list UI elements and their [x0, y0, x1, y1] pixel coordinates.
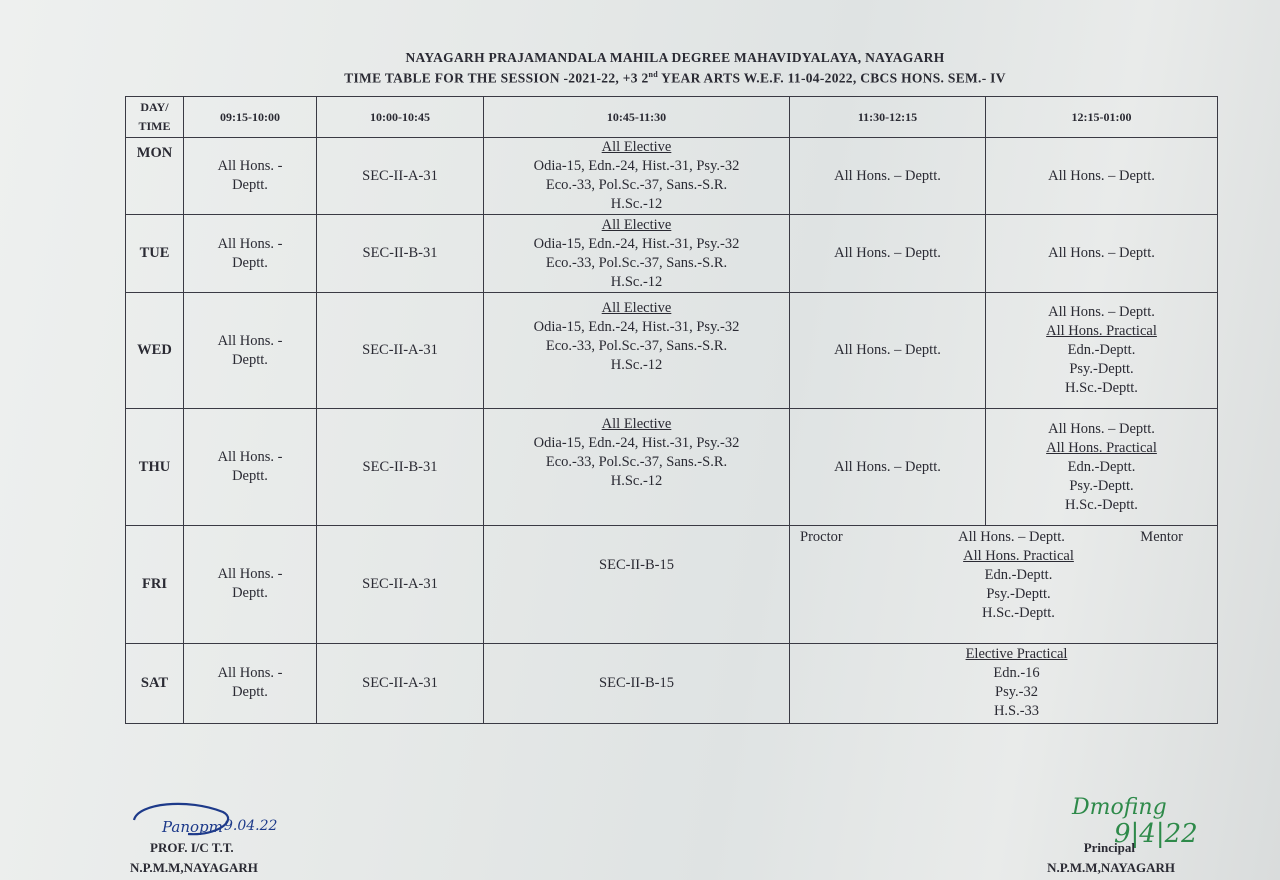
left-signatory-org: N.P.M.M,NAYAGARH [130, 860, 258, 875]
left-signature-date: 9.04.22 [224, 818, 278, 834]
cell-sat-2: SEC-II-A-31 [317, 643, 484, 723]
day-mon: MON [126, 138, 184, 215]
right-signature-name: Dmofing [1072, 795, 1167, 820]
timetable-title: TIME TABLE FOR THE SESSION -2021-22, +3 2nd YEAR ARTS W.E.F. 11-04-2022, CBCS HONS. SEM.- IV [344, 70, 1006, 86]
proctor-label: Proctor [800, 528, 843, 545]
fri-hons-deptt: All Hons. – Deptt. [958, 528, 1065, 545]
right-signature-date: 9|4|22 [1114, 819, 1198, 849]
college-name: NAYAGARH PRAJAMANDALA MAHILA DEGREE MAHAVIDYALAYA, NAYAGARH [405, 50, 945, 65]
cell-thu-4: All Hons. – Deptt. [790, 409, 986, 525]
cell-fri-1: All Hons. - Deptt. [184, 525, 317, 643]
cell-thu-1: All Hons. - Deptt. [184, 409, 317, 525]
cell-sat-45: Elective Practical Edn.-16 Psy.-32 H.S.-33 [790, 643, 1218, 723]
col-1215: 12:15-01:00 [986, 97, 1218, 138]
day-time-header: DAY/ TIME [126, 97, 184, 138]
header-row [126, 97, 1218, 138]
cell-fri-2: SEC-II-A-31 [317, 525, 484, 643]
fri-practical-list: All Hons. Practical Edn.-Deptt. Psy.-Deptt. H.Sc.-Deptt. [963, 547, 1074, 621]
col-0915: 09:15-10:00 [184, 97, 317, 138]
col-1045: 10:45-11:30 [484, 97, 790, 138]
cell-wed-1: All Hons. - Deptt. [184, 293, 317, 409]
cell-tue-2: SEC-II-B-31 [317, 215, 484, 293]
row-wed [126, 293, 1218, 409]
right-signatory-title: Principal [1083, 840, 1135, 855]
cell-mon-1: All Hons. - Deptt. [184, 138, 317, 215]
row-mon [126, 138, 1218, 215]
right-signatory-org: N.P.M.M,NAYAGARH [1047, 860, 1175, 875]
row-tue [126, 215, 1218, 293]
left-signatory-title: PROF. I/C T.T. [150, 840, 234, 855]
cell-fri-45 [790, 525, 1218, 643]
row-fri [126, 525, 1218, 643]
cell-wed-2: SEC-II-A-31 [317, 293, 484, 409]
day-sat: SAT [126, 643, 184, 723]
col-1000: 10:00-10:45 [317, 97, 484, 138]
cell-wed-4: All Hons. – Deptt. [790, 293, 986, 409]
day-tue: TUE [126, 215, 184, 293]
cell-thu-5: All Hons. – Deptt. All Hons. Practical Edn.-Deptt. Psy.-Deptt. H.Sc.-Deptt. [986, 409, 1218, 525]
row-sat [126, 643, 1218, 723]
cell-mon-2: SEC-II-A-31 [317, 138, 484, 215]
cell-thu-2: SEC-II-B-31 [317, 409, 484, 525]
right-signatory [1025, 838, 1175, 878]
cell-thu-3: All Elective Odia-15, Edn.-24, Hist.-31, Psy.-32 Eco.-33, Pol.Sc.-37, Sans.-S.R. H.Sc.-12 [484, 409, 790, 525]
cell-tue-3: All Elective Odia-15, Edn.-24, Hist.-31, Psy.-32 Eco.-33, Pol.Sc.-37, Sans.-S.R. H.Sc.-12 [484, 215, 790, 293]
cell-mon-3: All Elective Odia-15, Edn.-24, Hist.-31, Psy.-32 Eco.-33, Pol.Sc.-37, Sans.-S.R. H.Sc.-12 [484, 138, 790, 215]
cell-wed-3: All Elective Odia-15, Edn.-24, Hist.-31, Psy.-32 Eco.-33, Pol.Sc.-37, Sans.-S.R. H.Sc.-12 [484, 293, 790, 409]
day-thu: THU [126, 409, 184, 525]
cell-wed-5: All Hons. – Deptt. All Hons. Practical Edn.-Deptt. Psy.-Deptt. H.Sc.-Deptt. [986, 293, 1218, 409]
cell-tue-4: All Hons. – Deptt. [790, 215, 986, 293]
left-signature-name: Panopm [162, 818, 223, 836]
cell-mon-5: All Hons. – Deptt. [986, 138, 1218, 215]
cell-tue-1: All Hons. - Deptt. [184, 215, 317, 293]
cell-fri-3: SEC-II-B-15 [484, 525, 790, 643]
day-wed: WED [126, 293, 184, 409]
cell-mon-4: All Hons. – Deptt. [790, 138, 986, 215]
left-signatory [130, 838, 258, 878]
col-1130: 11:30-12:15 [790, 97, 986, 138]
day-fri: FRI [126, 525, 184, 643]
cell-sat-1: All Hons. - Deptt. [184, 643, 317, 723]
row-thu [126, 409, 1218, 525]
cell-tue-5: All Hons. – Deptt. [986, 215, 1218, 293]
mentor-label: Mentor [1140, 528, 1183, 545]
timetable [125, 96, 1218, 724]
cell-sat-3: SEC-II-B-15 [484, 643, 790, 723]
